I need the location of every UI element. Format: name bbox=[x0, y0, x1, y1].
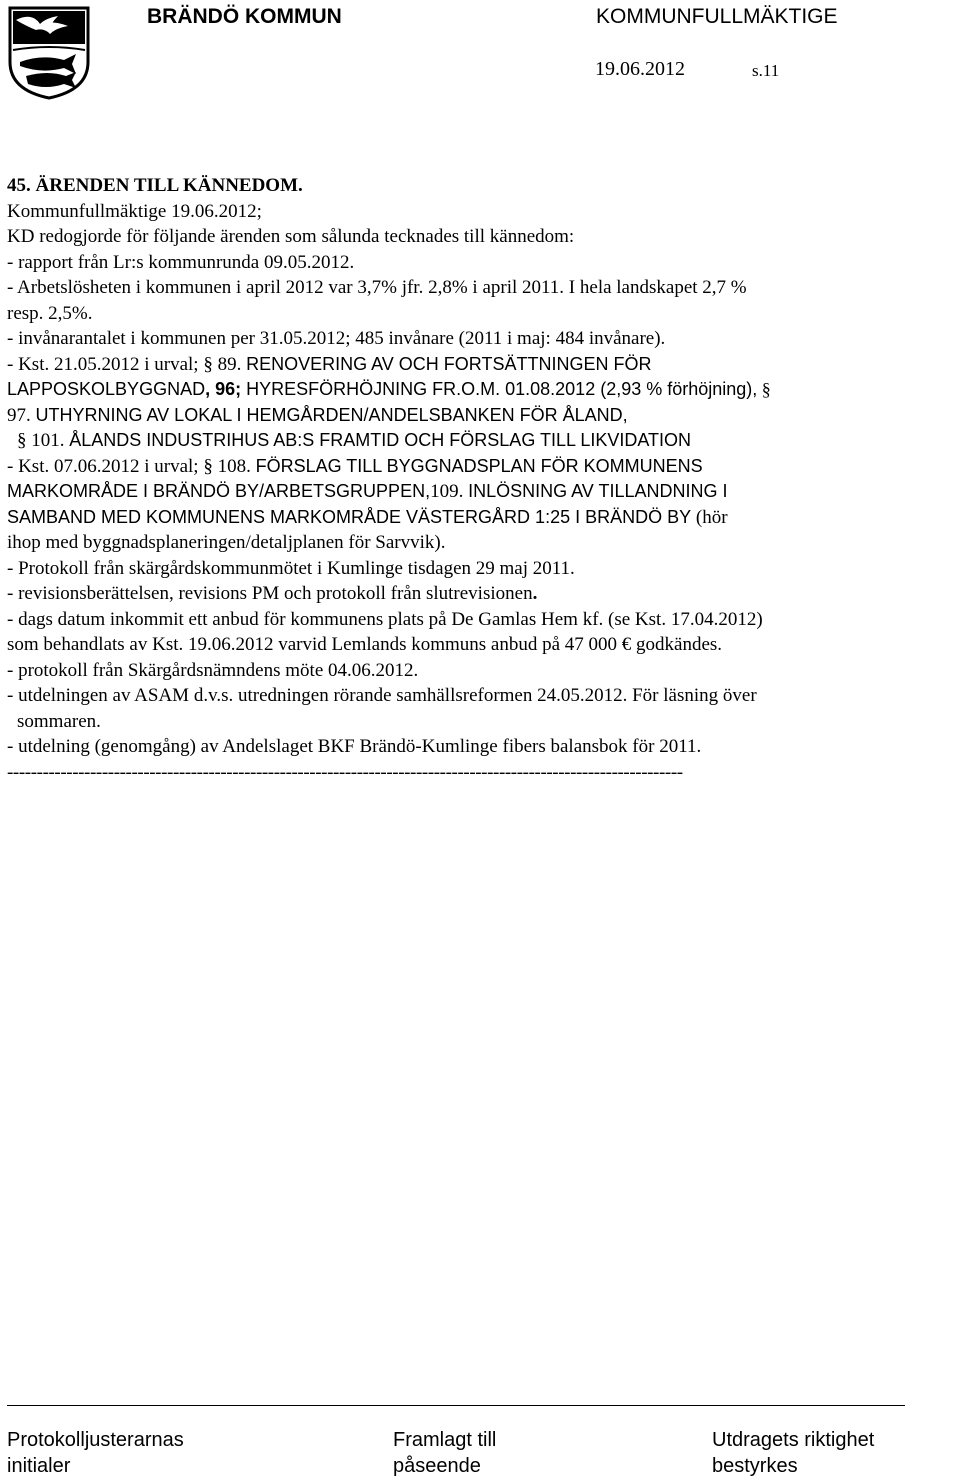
paragraph-line bbox=[7, 454, 957, 480]
agenda-item-title: SAMBAND MED KOMMUNENS MARKOMRÅDE VÄSTERGÅRD 1:25 I BRÄNDÖ BY bbox=[7, 506, 692, 527]
footer-column-certified bbox=[712, 1427, 874, 1479]
paragraph-line bbox=[7, 403, 957, 429]
document-body bbox=[7, 173, 957, 785]
paragraph-line bbox=[7, 505, 957, 531]
text-run: (hör bbox=[691, 506, 728, 528]
paragraph-line: - Protokoll från skärgårdskommunmötet i Kumlinge tisdagen 29 maj 2011. bbox=[7, 557, 575, 579]
paragraph-line: - dags datum inkommit ett anbud för kommunens plats på De Gamlas Hem kf. (se Kst. 17.04.2012) bbox=[7, 608, 763, 630]
section-heading: 45. ÄRENDEN TILL KÄNNEDOM. bbox=[7, 175, 303, 196]
paragraph-line bbox=[7, 581, 957, 607]
paragraph-line: som behandlats av Kst. 19.06.2012 varvid Lemlands kommuns anbud på 47 000 € godkändes. bbox=[7, 634, 723, 655]
text-run: § bbox=[757, 379, 771, 399]
organization-name: BRÄNDÖ KOMMUN bbox=[147, 5, 342, 28]
agenda-item-title: INLÖSNING AV TILLANDNING I bbox=[468, 481, 728, 501]
paragraph-line bbox=[7, 428, 957, 454]
paragraph-line: - Arbetslösheten i kommunen i april 2012 var 3,7% jfr. 2,8% i april 2011. I hela landskapet 2,7 % bbox=[7, 277, 747, 298]
paragraph-line: KD redogjorde för följande ärenden som sålunda tecknades till kännedom: bbox=[7, 226, 575, 247]
paragraph-line bbox=[7, 709, 957, 735]
agenda-item-title: ÅLANDS INDUSTRIHUS AB:S FRAMTID OCH FÖRSLAG TILL LIKVIDATION bbox=[69, 430, 692, 450]
paragraph-line: - utdelning (genomgång) av Andelslaget BKF Brändö-Kumlinge fibers balansbok för 2011. bbox=[7, 736, 702, 757]
paragraph-line bbox=[7, 377, 957, 403]
footer-label: Protokolljusterarnas bbox=[7, 1429, 184, 1451]
paragraph-line: - rapport från Lr:s kommunrunda 09.05.2012. bbox=[7, 251, 355, 273]
text-run: § 108. bbox=[203, 455, 251, 477]
footer-column-posted bbox=[393, 1427, 496, 1479]
paragraph-line: resp. 2,5%. bbox=[7, 302, 93, 324]
text-run: sommaren. bbox=[17, 710, 101, 732]
text-run: , 96; bbox=[205, 379, 247, 399]
footer-column-adjusters bbox=[7, 1427, 184, 1479]
footer-label: påseende bbox=[393, 1455, 481, 1477]
text-run: 109. bbox=[430, 481, 469, 502]
agenda-item-title: MARKOMRÅDE I BRÄNDÖ BY/ARBETSGRUPPEN, bbox=[7, 481, 431, 501]
footer-label: Utdragets riktighet bbox=[712, 1429, 875, 1451]
text-run: § 101. bbox=[17, 430, 65, 451]
dashed-separator: ------------------------------------------------------------------------------------------------------------------ bbox=[7, 761, 683, 783]
paragraph-line bbox=[7, 479, 957, 505]
footer-label: Framlagt till bbox=[393, 1429, 497, 1451]
agenda-item-title: HYRESFÖRHÖJNING FR.O.M. 01.08.2012 (2,93 % förhöjning), bbox=[246, 379, 758, 399]
footer-rule bbox=[7, 1405, 905, 1406]
meeting-date: 19.06.2012 bbox=[595, 58, 685, 80]
paragraph-line: - invånarantalet i kommunen per 31.05.2012; 485 invånare (2011 i maj: 484 invånare). bbox=[7, 328, 666, 349]
footer-label: initialer bbox=[7, 1455, 71, 1477]
text-run: - Kst. 07.06.2012 i urval; bbox=[7, 455, 204, 477]
governing-body: KOMMUNFULLMÄKTIGE bbox=[596, 5, 838, 28]
text-run: - Kst. 21.05.2012 i urval; bbox=[7, 353, 204, 375]
footer-label: bestyrkes bbox=[712, 1455, 798, 1477]
paragraph-line bbox=[7, 352, 957, 378]
text-run: . bbox=[532, 583, 538, 604]
paragraph-line: Kommunfullmäktige 19.06.2012; bbox=[7, 200, 262, 222]
text-run: - revisionsberättelsen, revisions PM och protokoll från slutrevisionen bbox=[7, 583, 533, 604]
paragraph-line: - utdelningen av ASAM d.v.s. utredningen rörande samhällsreformen 24.05.2012. För läsning över bbox=[7, 685, 757, 706]
text-run: 97. bbox=[7, 404, 31, 426]
agenda-item-title: UTHYRNING AV LOKAL I HEMGÅRDEN/ANDELSBANKEN FÖR ÅLAND, bbox=[35, 404, 628, 425]
agenda-item-title: FÖRSLAG TILL BYGGNADSPLAN FÖR KOMMUNENS bbox=[255, 455, 703, 476]
paragraph-line: ihop med byggnadsplaneringen/detaljplanen för Sarvvik). bbox=[7, 532, 446, 553]
municipal-crest-logo bbox=[6, 4, 92, 100]
page-number: s.11 bbox=[752, 61, 780, 80]
text-run: § 89. bbox=[203, 353, 242, 375]
agenda-item-title: LAPPOSKOLBYGGNAD bbox=[7, 379, 206, 399]
agenda-item-title: RENOVERING AV OCH FORTSÄTTNINGEN FÖR bbox=[246, 353, 652, 374]
paragraph-line: - protokoll från Skärgårdsnämndens möte 04.06.2012. bbox=[7, 659, 419, 681]
